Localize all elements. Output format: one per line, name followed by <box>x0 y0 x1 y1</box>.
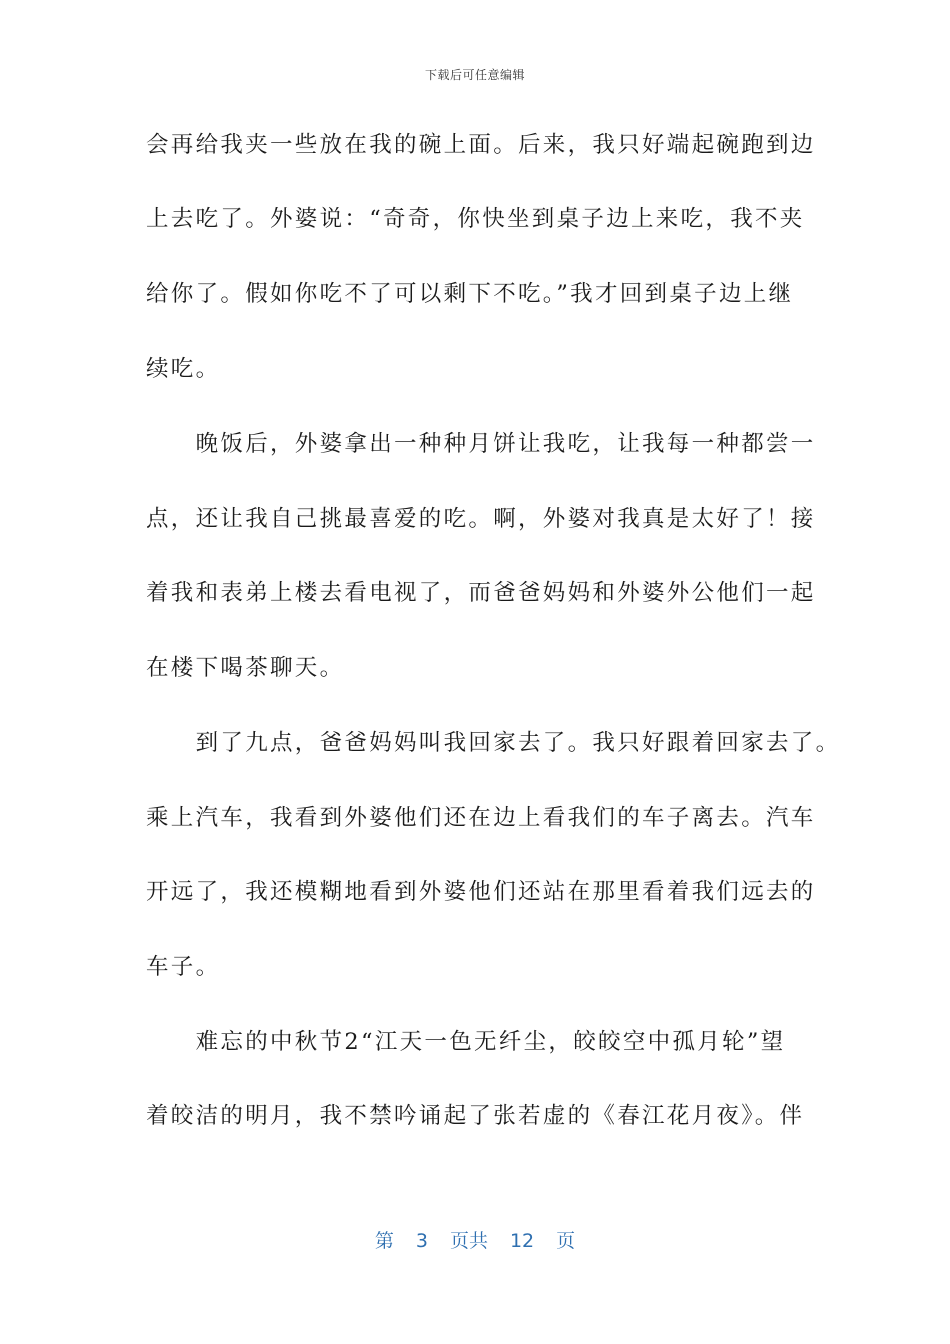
text-line: 着我和表弟上楼去看电视了，而爸爸妈妈和外婆外公他们一起 <box>146 580 816 606</box>
text-line: 续吃。 <box>146 356 221 382</box>
text-line: 着皎洁的明月，我不禁吟诵起了张若虚的《春江花月夜》。伴 <box>146 1103 805 1129</box>
page-label-middle: 页共 <box>449 1230 488 1252</box>
text-line: 在楼下喝茶聊天。 <box>146 655 345 681</box>
text-line: 到了九点，爸爸妈妈叫我回家去了。我只好跟着回家去了。 <box>146 730 841 756</box>
text-line: 上去吃了。外婆说：“奇奇，你快坐到桌子边上来吃，我不夹 <box>146 206 805 232</box>
page-footer <box>0 1226 950 1253</box>
page-label-suffix: 页 <box>556 1230 576 1252</box>
page-label-prefix: 第 <box>374 1230 394 1252</box>
text-line: 难忘的中秋节2“江天一色无纤尘，皎皎空中孤月轮”望 <box>146 1029 786 1055</box>
current-page-number: 3 <box>415 1230 428 1252</box>
total-pages-number: 12 <box>509 1230 535 1252</box>
text-line: 车子。 <box>146 954 221 980</box>
text-line: 晚饭后，外婆拿出一种种月饼让我吃，让我每一种都尝一 <box>146 431 816 457</box>
text-line: 乘上汽车，我看到外婆他们还在边上看我们的车子离去。汽车 <box>146 805 816 831</box>
page-header: 下载后可任意编辑 <box>424 68 525 82</box>
text-line: 给你了。假如你吃不了可以剩下不吃。”我才回到桌子边上继 <box>146 281 794 307</box>
text-line: 点，还让我自己挑最喜爱的吃。啊，外婆对我真是太好了！接 <box>146 506 816 532</box>
text-line: 开远了，我还模糊地看到外婆他们还站在那里看着我们远去的 <box>146 879 816 905</box>
text-line: 会再给我夹一些放在我的碗上面。后来，我只好端起碗跑到边 <box>146 132 816 158</box>
